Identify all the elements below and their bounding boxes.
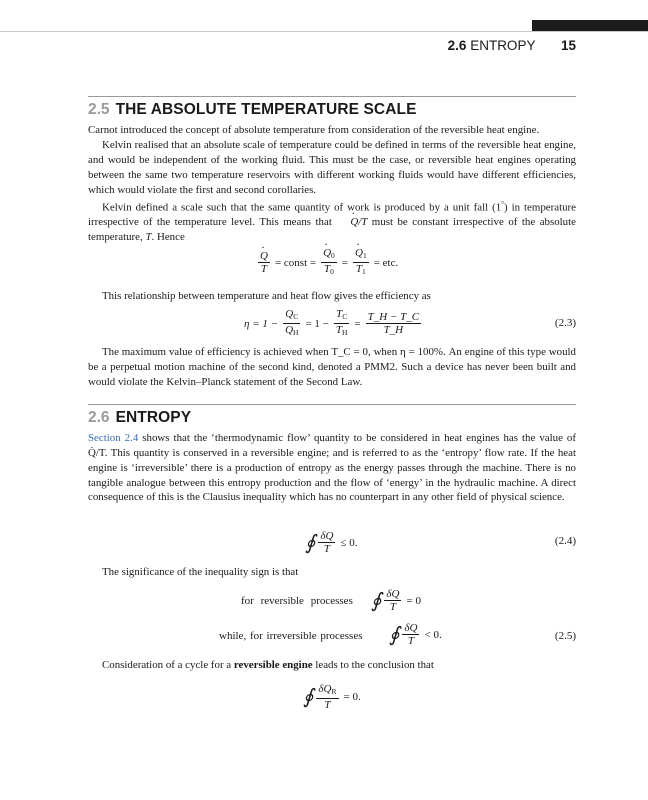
- paragraph: This relationship between temperature and heat flow gives the efficiency as: [102, 290, 431, 302]
- subscript: 1: [362, 251, 367, 260]
- symbol: · Q: [355, 247, 363, 259]
- equation-2-5b: [389, 622, 442, 647]
- paragraph: [88, 658, 576, 673]
- text: ) in temperature irrespective of the temperature level. This means that: [88, 201, 576, 229]
- paragraph: Carnot introduced the concept of absolute temperature from consideration of the reversible heat engine.: [88, 124, 540, 136]
- symbol: · Q: [323, 247, 331, 259]
- denominator: T: [389, 601, 397, 613]
- equation-number: (2.4): [554, 535, 576, 547]
- operator: < 0.: [424, 628, 442, 641]
- operator: η = 1 −: [244, 317, 279, 330]
- symbol: T: [260, 263, 268, 275]
- section-title: ENTROPY: [115, 409, 192, 426]
- operator: =: [341, 256, 349, 269]
- symbol: T: [335, 324, 342, 336]
- symbol: Q: [285, 324, 294, 336]
- equation-label: for reversible processes: [241, 595, 353, 607]
- fraction: [318, 530, 335, 555]
- subscript: 1: [362, 267, 366, 276]
- equation-number: (2.5): [554, 630, 576, 642]
- bold-text: reversible engine: [233, 659, 313, 671]
- numerator: δQ: [318, 683, 332, 695]
- fraction: [334, 308, 350, 339]
- q-over-t: · Q/T: [336, 216, 367, 228]
- contour-integral: ∮: [371, 589, 382, 612]
- section-rule: [88, 96, 576, 97]
- section-heading: [88, 101, 417, 119]
- denominator: T_H: [383, 324, 404, 336]
- fraction: [402, 622, 419, 647]
- fraction: [384, 588, 401, 613]
- paragraph: Kelvin realised that an absolute scale of temperature could be defined in terms of the reversible heat engine, and would be independent of the working fluid. This must be the case, or reversible heat engines operating between the same two temperature reservoirs with different working fluids would have different efficiencies, which would violate the first and second corollaries.: [88, 139, 576, 196]
- subscript: H: [341, 328, 348, 337]
- header-line: [0, 31, 648, 32]
- section-heading: [88, 409, 191, 427]
- denominator: T: [407, 635, 415, 647]
- equation-reversible-cycle: [303, 683, 361, 711]
- operator: = const =: [274, 256, 317, 269]
- running-head: [448, 38, 576, 53]
- fraction: [321, 247, 337, 278]
- symbol: T: [324, 263, 331, 275]
- equation-2-3: [244, 308, 423, 339]
- paragraph: The maximum value of efficiency is achieved when T_C = 0, when η = 100%. An engine of this type would be a perpetual motion machine of the second kind, denoted a PMM2. Such a device has never been built and would violate the Kelvin–Planck statement of the Second Law.: [88, 346, 576, 388]
- symbol: T: [355, 263, 363, 275]
- contour-integral: ∮: [389, 623, 400, 646]
- operator: ≤ 0.: [340, 536, 358, 549]
- section-number: 2.5: [88, 101, 110, 118]
- running-head-title: ENTROPY: [470, 38, 536, 53]
- operator: = 0: [406, 594, 421, 607]
- subscript: H: [293, 328, 299, 337]
- text: . Hence: [151, 231, 185, 244]
- equation-2-5a: [371, 588, 421, 613]
- degree-symbol: °: [501, 200, 504, 208]
- subscript: 0: [331, 251, 335, 260]
- contour-integral: ∮: [303, 686, 314, 708]
- symbol: Q: [285, 308, 294, 320]
- text: Consideration of a cycle for a: [102, 659, 234, 671]
- section-rule: [88, 404, 576, 405]
- contour-integral: ∮: [305, 531, 316, 554]
- subscript: 0: [330, 267, 334, 276]
- subscript: R: [331, 687, 337, 696]
- equation-label: while, for irreversible processes: [219, 630, 363, 642]
- operator: = 1 −: [305, 317, 329, 330]
- running-head-section: 2.6: [447, 38, 467, 53]
- fraction: [366, 311, 421, 336]
- equation-const: [256, 247, 401, 278]
- fraction: [283, 308, 300, 339]
- numerator: T_H − T_C: [367, 311, 420, 323]
- paragraph: The significance of the inequality sign is that: [102, 566, 299, 578]
- section-title: THE ABSOLUTE TEMPERATURE SCALE: [115, 101, 417, 118]
- section-link[interactable]: Section 2.4: [88, 432, 139, 444]
- section-number: 2.6: [88, 409, 110, 426]
- equation-2-4: [305, 530, 358, 555]
- symbol: T: [336, 308, 343, 320]
- text: must be constant irrespective of the absolute temperature,: [88, 216, 576, 244]
- text: leads to the conclusion that: [312, 659, 434, 671]
- symbol: · Q: [260, 250, 268, 262]
- text: Kelvin defined a scale such that the same quantity of work is produced by a unit fall (1: [102, 201, 502, 214]
- denominator: T: [323, 543, 331, 555]
- subscript: C: [342, 312, 348, 321]
- denominator: T: [324, 699, 331, 711]
- operator: =: [354, 317, 361, 330]
- operator: = 0.: [343, 691, 361, 703]
- operator: = etc.: [373, 256, 399, 269]
- subscript: C: [293, 312, 299, 321]
- numerator: δQ: [320, 530, 334, 542]
- numerator: δQ: [386, 588, 400, 600]
- text: shows that the ‘thermodynamic flow’ quantity to be considered in heat engines has the value of Q̇/T. This quantity is conserved in a reversible engine; and is referred to as the ‘entropy’ flow rate. If the heat engine is ‘irreversible’ there is a production of entropy as the energy passes through the machine. There is no tangible analogue between this entropy production and the flow of ‘energy’ in the hydraulic machine. A direct consequence of this is the Clausius inequality which has no counterpart in any other field of physical science.: [88, 432, 576, 504]
- paragraph: [88, 431, 576, 505]
- numerator: δQ: [404, 622, 418, 634]
- fraction: [316, 683, 338, 711]
- symbol-t: T: [145, 231, 152, 244]
- fraction: [353, 247, 369, 278]
- paragraph: [88, 197, 576, 245]
- fraction: [258, 250, 270, 275]
- page-number: 15: [560, 38, 576, 53]
- equation-number: (2.3): [554, 317, 576, 329]
